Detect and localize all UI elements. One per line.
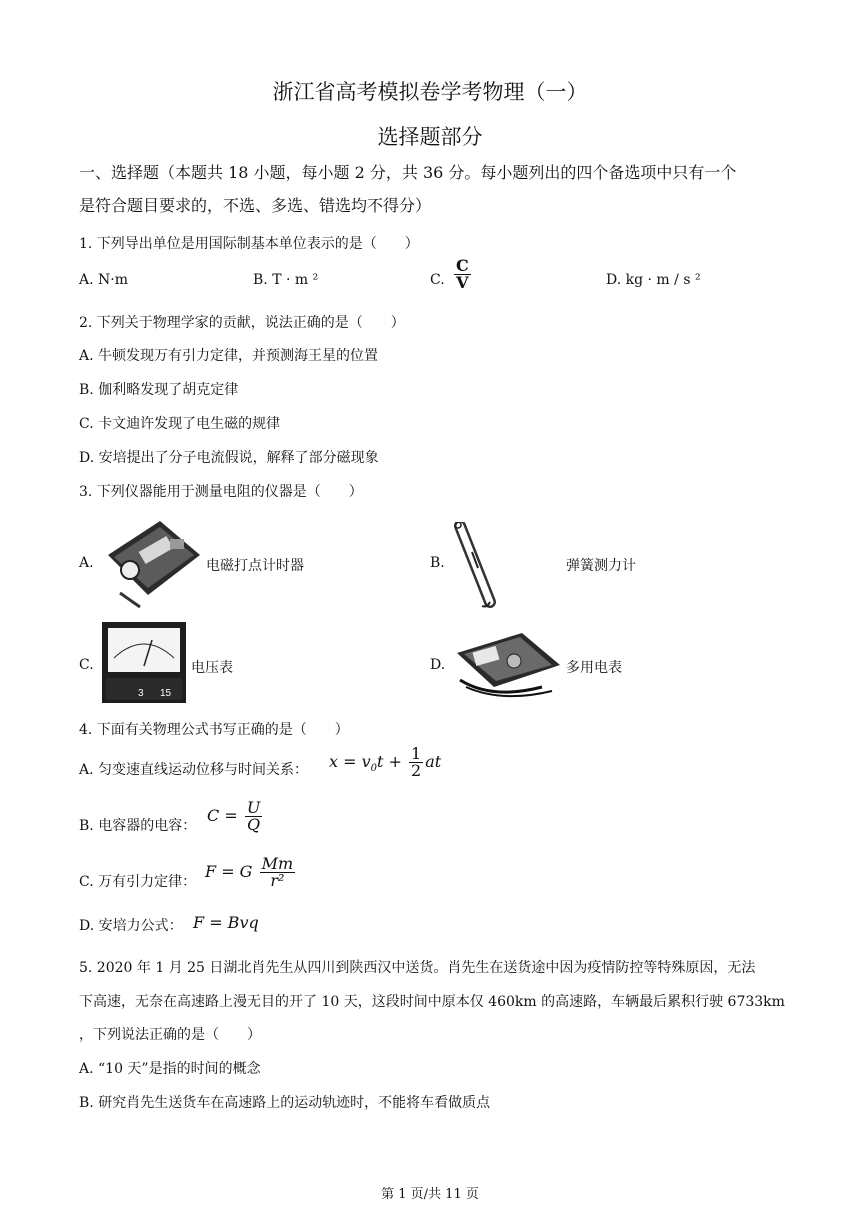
q1-option-c-fraction bbox=[452, 258, 473, 291]
q5-option-b: B. 研究肖先生送货车在高速路上的运动轨迹时，不能将车看做质点 bbox=[79, 1095, 491, 1111]
q3-option-b-label: B. bbox=[430, 555, 445, 571]
section-instructions-line1: 一、选择题（本题共 18 小题，每小题 2 分，共 36 分。每小题列出的四个备选项中只有一个 bbox=[79, 163, 737, 182]
q4-option-d-formula: F = Bvq bbox=[193, 913, 259, 932]
section-instructions-line2: 是符合题目要求的，不选、多选、错选均不得分） bbox=[79, 196, 432, 215]
q3-option-a-label: A. bbox=[79, 555, 94, 571]
q4-option-d-text: D. 安培力公式： bbox=[79, 918, 183, 934]
q2-option-a: A. 牛顿发现万有引力定律，并预测海王星的位置 bbox=[79, 348, 379, 364]
q3-option-d-text: 多用电表 bbox=[566, 660, 622, 676]
formula-part: at bbox=[425, 752, 442, 771]
formula-subscript: 0 bbox=[370, 763, 378, 775]
q4-option-c-text: C. 万有引力定律： bbox=[79, 874, 197, 890]
q5-option-a: A. “10 天”是指的时间的概念 bbox=[79, 1061, 261, 1077]
fraction-numerator: Mm bbox=[261, 854, 294, 873]
q4-option-a-formula bbox=[329, 746, 441, 779]
q3-option-b-text: 弹簧测力计 bbox=[566, 558, 636, 574]
voltmeter-tick-3: 3 bbox=[138, 688, 144, 699]
q4-option-b-formula bbox=[207, 800, 264, 833]
fraction-denominator: 2 bbox=[411, 761, 422, 780]
q4-stem: 4. 下面有关物理公式书写正确的是（ ） bbox=[79, 722, 349, 738]
q3-option-d-label: D. bbox=[430, 657, 446, 673]
q4-option-b-text: B. 电容器的电容： bbox=[79, 818, 197, 834]
q1-option-a: A. N·m bbox=[79, 272, 128, 288]
voltmeter-image bbox=[100, 620, 188, 705]
timer-image bbox=[100, 515, 205, 610]
q5-stem-line2: 下高速，无奈在高速路上漫无目的开了 10 天，这段时间中原本仅 460km 的高速路，车辆最后累积行驶 6733km bbox=[79, 994, 785, 1010]
fraction-numerator: 1 bbox=[411, 744, 422, 763]
page-footer: 第 1 页/共 11 页 bbox=[381, 1187, 479, 1202]
page-title: 浙江省高考模拟卷学考物理（一） bbox=[272, 80, 588, 104]
q2-option-c: C. 卡文迪许发现了电生磁的规律 bbox=[79, 416, 281, 432]
spring-scale-image bbox=[450, 522, 500, 610]
fraction-denominator: Q bbox=[247, 815, 261, 834]
q1-option-b: B. T · m ² bbox=[253, 272, 319, 288]
multimeter-image bbox=[452, 625, 562, 700]
q3-option-a-text: 电磁打点计时器 bbox=[206, 558, 304, 574]
q2-stem: 2. 下列关于物理学家的贡献，说法正确的是（ ） bbox=[79, 315, 405, 331]
formula-part: F = G bbox=[205, 862, 253, 881]
q5-stem-line3: ，下列说法正确的是（ ） bbox=[79, 1027, 261, 1043]
q3-stem: 3. 下列仪器能用于测量电阻的仪器是（ ） bbox=[79, 484, 363, 500]
q1-c-denominator: V bbox=[456, 273, 469, 292]
q2-option-d: D. 安培提出了分子电流假说，解释了部分磁现象 bbox=[79, 450, 379, 466]
q2-option-b: B. 伽利略发现了胡克定律 bbox=[79, 382, 239, 398]
q1-option-c-label: C. bbox=[430, 272, 445, 288]
q1-option-d: D. kg · m / s ² bbox=[606, 272, 701, 288]
q4-option-c-formula bbox=[205, 856, 297, 889]
q4-option-a-text: A. 匀变速直线运动位移与时间关系： bbox=[79, 762, 309, 778]
formula-part: t + bbox=[377, 752, 402, 771]
q1-stem: 1. 下列导出单位是用国际制基本单位表示的是（ ） bbox=[79, 236, 419, 252]
q3-option-c-label: C. bbox=[79, 657, 94, 673]
q3-option-c-text: 电压表 bbox=[191, 660, 233, 676]
voltmeter-tick-15: 15 bbox=[160, 688, 172, 699]
q1-c-numerator: C bbox=[456, 256, 469, 275]
formula-part: C = bbox=[207, 806, 238, 825]
section-subtitle: 选择题部分 bbox=[377, 125, 483, 149]
q5-stem-line1: 5. 2020 年 1 月 25 日湖北肖先生从四川到陕西汉中送货。肖先生在送货途中因为疫情防控等特殊原因，无法 bbox=[79, 960, 756, 976]
fraction-numerator: U bbox=[246, 798, 261, 817]
fraction-denominator: r² bbox=[270, 871, 285, 890]
formula-part: x = v bbox=[329, 752, 371, 771]
